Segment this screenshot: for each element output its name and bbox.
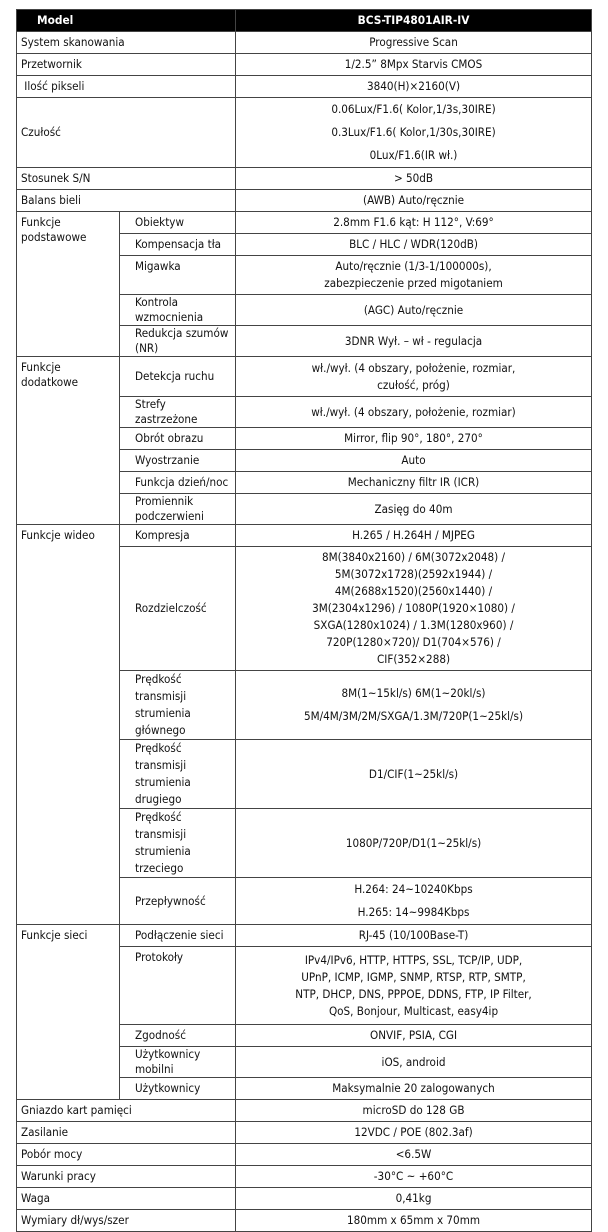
- table-row: [17, 1166, 592, 1188]
- row-label: Stosunek S/N: [17, 168, 236, 190]
- row-label: Rozdzielczość: [120, 547, 236, 671]
- header-label: Model: [17, 10, 236, 32]
- value-line: wł./wył. (4 obszary, położenie, rozmiar,: [311, 360, 516, 375]
- row-label: Funkcja dzień/noc: [120, 472, 236, 494]
- table-row: [17, 190, 592, 212]
- label-line: Prędkość transmisji: [135, 810, 187, 841]
- table-row: [17, 168, 592, 190]
- table-row: [17, 1100, 592, 1122]
- table-row: [17, 1144, 592, 1166]
- row-value: [236, 878, 592, 925]
- group-label-line: dodatkowe: [21, 375, 79, 389]
- value-line: 4M(2688x1520)(2560x1440) /: [334, 584, 493, 598]
- row-label: Przetwornik: [17, 54, 236, 76]
- row-label: Protokoły: [120, 947, 236, 1025]
- row-label: Kompresja: [120, 525, 236, 547]
- row-label: [120, 740, 236, 809]
- value-line: UPnP, ICMP, IGMP, SNMP, RTSP, RTP, SMTP,: [301, 969, 526, 984]
- row-value: H.265 / H.264H / MJPEG: [236, 525, 592, 547]
- row-value: > 50dB: [236, 168, 592, 190]
- row-value: 1080P/720P/D1(1~25kl/s): [236, 809, 592, 878]
- group-label-line: Funkcje sieci: [21, 928, 88, 942]
- value-line: SXGA(1280x1024) / 1.3M(1280x960) /: [313, 618, 514, 632]
- label-line: strumienia drugiego: [135, 775, 191, 806]
- row-value: [236, 98, 592, 168]
- row-value: [236, 256, 592, 295]
- row-value: iOS, android: [236, 1047, 592, 1078]
- row-label: Zgodność: [120, 1025, 236, 1047]
- table-row: [17, 925, 592, 947]
- row-label: [120, 671, 236, 740]
- table-row: [17, 357, 592, 397]
- row-value: Mirror, flip 90°, 180°, 270°: [236, 428, 592, 450]
- group-label-line: Funkcje: [21, 360, 61, 374]
- row-value: Progressive Scan: [236, 32, 592, 54]
- label-line: Prędkość transmisji: [135, 741, 187, 772]
- row-value: <6.5W: [236, 1144, 592, 1166]
- row-label: Użytkownicy mobilni: [120, 1047, 236, 1078]
- value-line: QoS, Bonjour, Multicast, easy4ip: [328, 1003, 499, 1018]
- table-row: [17, 32, 592, 54]
- row-label: Waga: [17, 1188, 236, 1210]
- row-value: (AWB) Auto/ręcznie: [236, 190, 592, 212]
- table-row: [17, 1210, 592, 1232]
- row-label: Użytkownicy: [120, 1078, 236, 1100]
- value-line: zabezpieczenie przed migotaniem: [324, 276, 503, 290]
- group-label-line: Funkcje wideo: [21, 528, 95, 542]
- row-label: Obrót obrazu: [120, 428, 236, 450]
- row-value: [236, 947, 592, 1025]
- row-label: Redukcja szumów (NR): [120, 326, 236, 357]
- row-value: 1/2.5” 8Mpx Starvis CMOS: [236, 54, 592, 76]
- row-value: Maksymalnie 20 zalogowanych: [236, 1078, 592, 1100]
- row-label: Obiektyw: [120, 212, 236, 234]
- table-row: [17, 212, 592, 234]
- label-line: Prędkość transmisji: [135, 672, 187, 703]
- row-value: Zasięg do 40m: [236, 494, 592, 525]
- value-line: czułość, próg): [377, 377, 450, 392]
- row-value: [236, 357, 592, 397]
- row-label: Gniazdo kart pamięci: [17, 1100, 236, 1122]
- value-line: 0.06Lux/F1.6( Kolor,1/3s,30IRE): [331, 102, 496, 116]
- row-value: (AGC) Auto/ręcznie: [236, 295, 592, 326]
- row-label: Kontrola wzmocnienia: [120, 295, 236, 326]
- row-value: 3DNR Wył. – wł - regulacja: [236, 326, 592, 357]
- group-label: [17, 212, 120, 357]
- row-label: Strefy zastrzeżone: [120, 397, 236, 428]
- row-label: Pobór mocy: [17, 1144, 236, 1166]
- row-label: Kompensacja tła: [120, 234, 236, 256]
- value-line: H.264: 24~10240Kbps: [354, 882, 473, 896]
- header-model: BCS-TIP4801AIR-IV: [236, 10, 592, 32]
- row-label: Migawka: [120, 256, 236, 295]
- row-label: Zasilanie: [17, 1122, 236, 1144]
- table-row: [17, 1188, 592, 1210]
- row-value: D1/CIF(1~25kl/s): [236, 740, 592, 809]
- value-line: 720P(1280×720)/ D1(704×576) /: [326, 635, 501, 649]
- row-value: BLC / HLC / WDR(120dB): [236, 234, 592, 256]
- table-row: [17, 76, 592, 98]
- value-line: NTP, DHCP, DNS, PPPOE, DDNS, FTP, IP Filter,: [295, 986, 532, 1001]
- row-value: 2.8mm F1.6 kąt: H 112°, V:69°: [236, 212, 592, 234]
- table-row: [17, 98, 592, 168]
- value-line: 0.3Lux/F1.6( Kolor,1/30s,30IRE): [331, 125, 496, 139]
- row-value: wł./wył. (4 obszary, położenie, rozmiar): [236, 397, 592, 428]
- row-label: Wymiary dł/wys/szer: [17, 1210, 236, 1232]
- row-label: Przepływność: [120, 878, 236, 925]
- value-line: 3M(2304x1296) / 1080P(1920×1080) /: [312, 601, 515, 615]
- row-value: Auto: [236, 450, 592, 472]
- group-label-line: Funkcje: [21, 215, 61, 229]
- row-label: Ilość pikseli: [17, 76, 236, 98]
- table-row: [17, 1122, 592, 1144]
- row-label: Wyostrzanie: [120, 450, 236, 472]
- row-label: Czułość: [17, 98, 236, 168]
- label-line: strumienia głównego: [135, 706, 191, 737]
- value-line: 5M(3072x1728)(2592x1944) /: [334, 567, 493, 581]
- row-value: [236, 671, 592, 740]
- row-label: System skanowania: [17, 32, 236, 54]
- row-label: Balans bieli: [17, 190, 236, 212]
- header-row: [17, 10, 592, 32]
- row-value: RJ-45 (10/100Base-T): [236, 925, 592, 947]
- row-value: 3840(H)×2160(V): [236, 76, 592, 98]
- row-label: Promiennik podczerwieni: [120, 494, 236, 525]
- value-line: 8M(1~15kl/s) 6M(1~20kl/s): [341, 686, 486, 700]
- value-line: 8M(3840x2160) / 6M(3072x2048) /: [322, 550, 506, 564]
- label-line: strumienia trzeciego: [135, 844, 191, 875]
- row-label: Warunki pracy: [17, 1166, 236, 1188]
- row-value: [236, 547, 592, 671]
- row-label: [120, 809, 236, 878]
- table-row: [17, 525, 592, 547]
- value-line: CIF(352×288): [376, 652, 451, 666]
- row-value: microSD do 128 GB: [236, 1100, 592, 1122]
- row-value: ONVIF, PSIA, CGI: [236, 1025, 592, 1047]
- group-label: [17, 925, 120, 1100]
- row-label: Podłączenie sieci: [120, 925, 236, 947]
- value-line: H.265: 14~9984Kbps: [357, 905, 470, 919]
- row-label: Detekcja ruchu: [120, 357, 236, 397]
- group-label: [17, 525, 120, 925]
- table-row: [17, 54, 592, 76]
- value-line: 5M/4M/3M/2M/SXGA/1.3M/720P(1~25kl/s): [303, 709, 524, 723]
- row-value: Mechaniczny filtr IR (ICR): [236, 472, 592, 494]
- group-label-line: podstawowe: [21, 230, 87, 244]
- value-line: 0Lux/F1.6(IR wł.): [369, 148, 458, 162]
- value-line: IPv4/IPv6, HTTP, HTTPS, SSL, TCP/IP, UDP,: [304, 952, 523, 967]
- row-value: 0,41kg: [236, 1188, 592, 1210]
- row-value: -30°C ~ +60°C: [236, 1166, 592, 1188]
- row-value: 180mm x 65mm x 70mm: [236, 1210, 592, 1232]
- spec-table: [16, 9, 592, 1232]
- value-line: Auto/ręcznie (1/3-1/100000s),: [335, 259, 492, 273]
- row-value: 12VDC / POE (802.3af): [236, 1122, 592, 1144]
- group-label: [17, 357, 120, 525]
